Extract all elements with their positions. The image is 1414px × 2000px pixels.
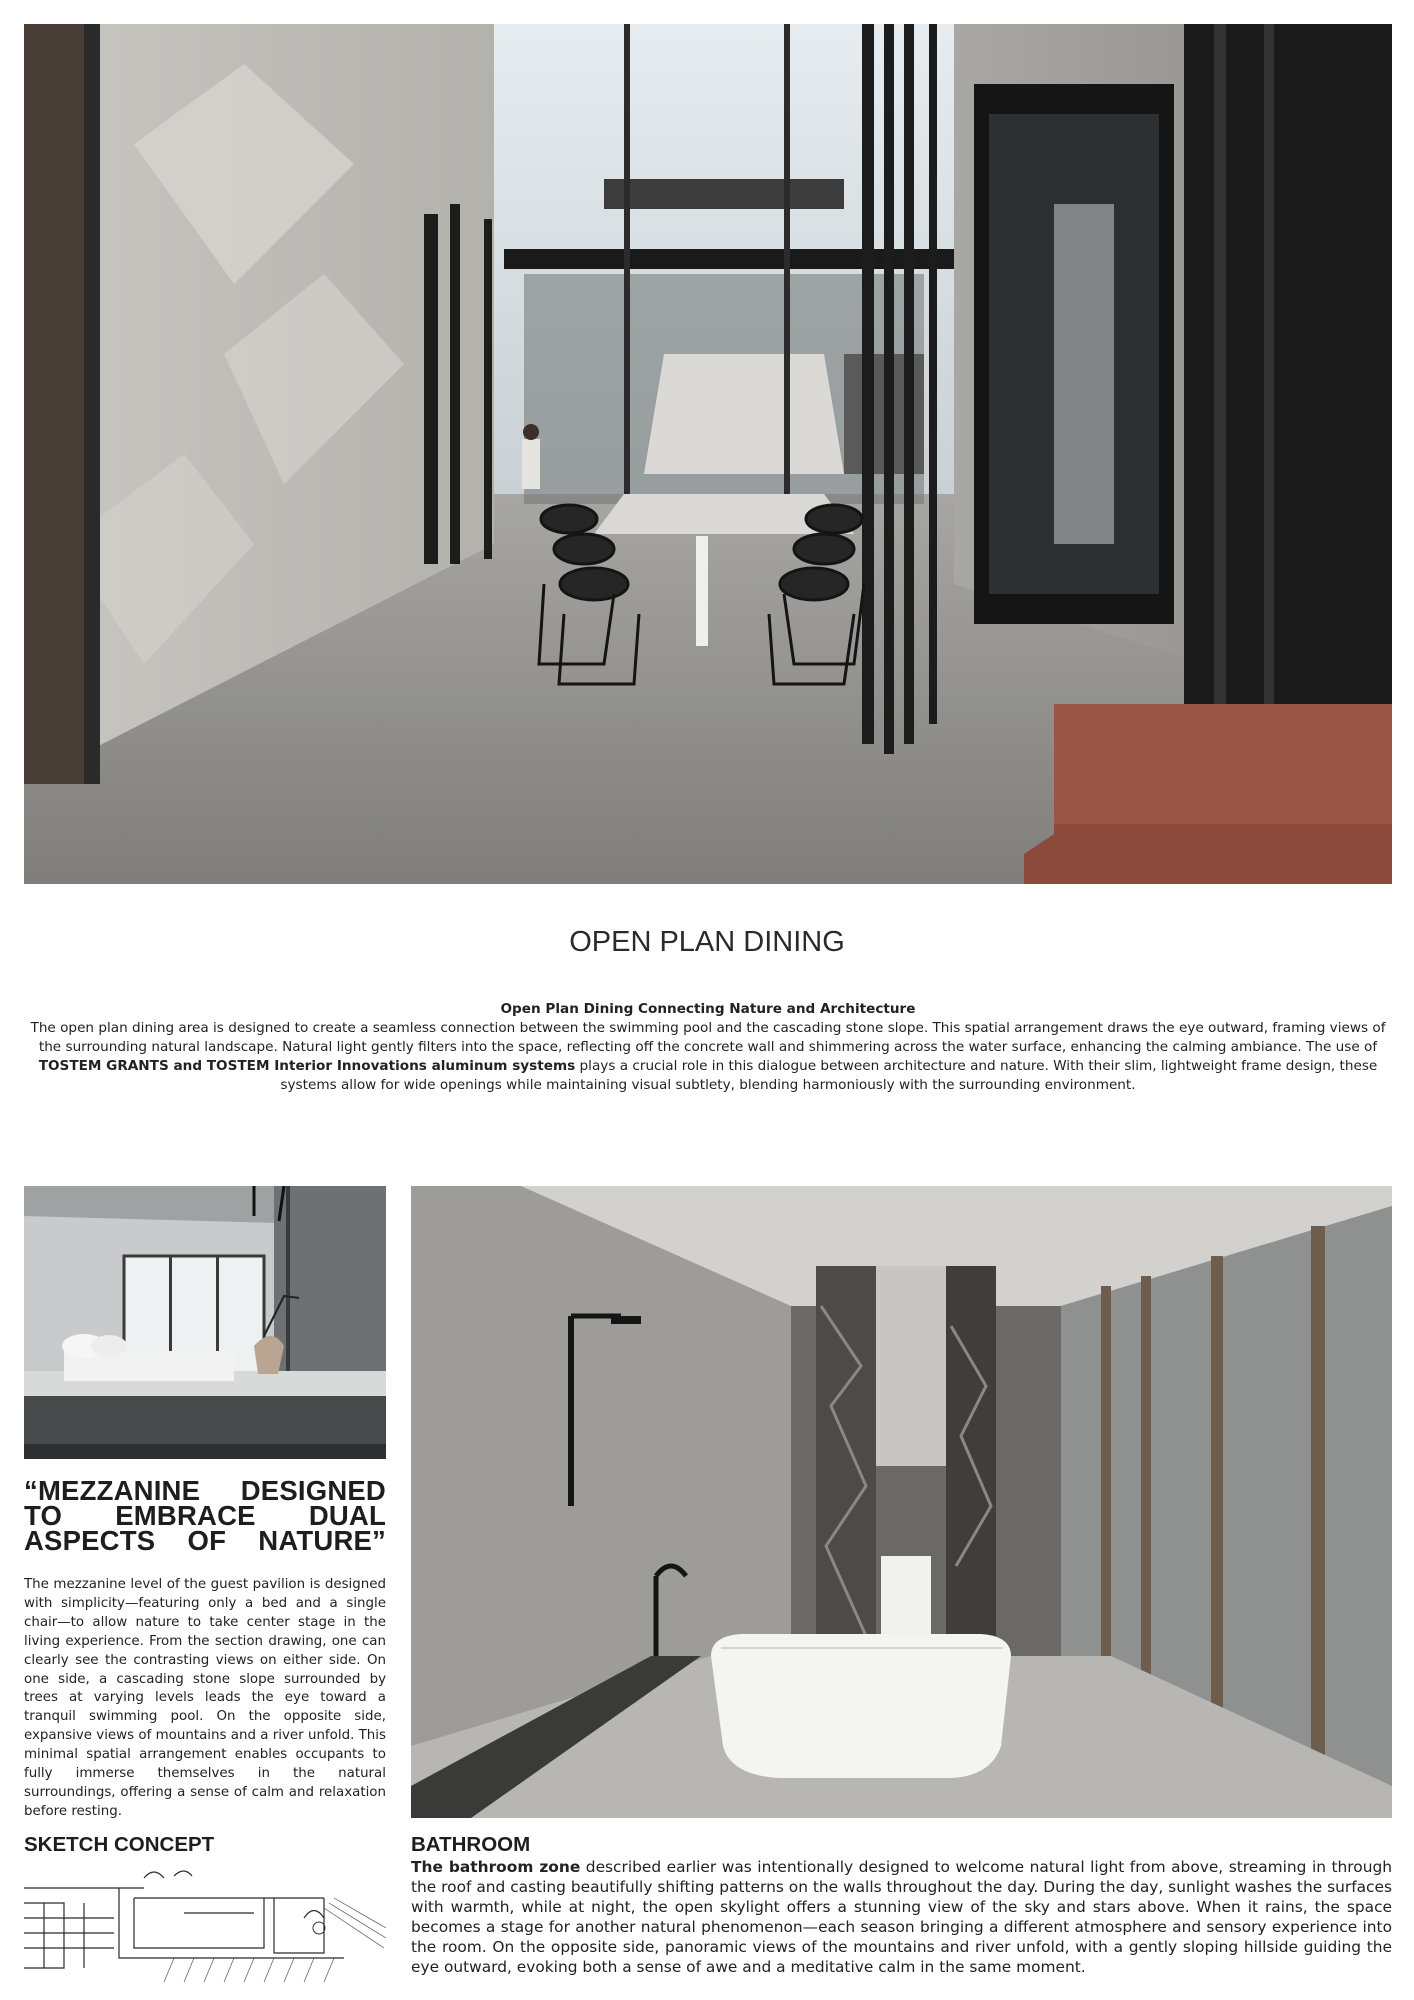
dining-description bbox=[24, 1000, 1392, 1095]
bathroom-title: BATHROOM bbox=[411, 1833, 531, 1856]
dining-render-illustration bbox=[24, 24, 1392, 884]
bathroom-body: described earlier was intentionally designed to welcome natural light from above, streaming in through the roof and casting beautifully shifting patterns on the walls throughout the day. During the day, sunlight washes the surfaces with warmth, while at night, the open skylight offers a stunning view of the sky and stars above. When it rains, the space becomes a stage for another natural phenomenon—each season bringing a different atmosphere and sensory experience into the room. On the opposite side, panoramic views of the mountains and river unfold, with a gently sloping hillside guiding the eye outward, evoking both a sense of awe and a meditative calm in the same moment. bbox=[411, 1858, 1392, 1976]
bathroom-description bbox=[411, 1857, 1392, 1977]
dining-text-part-2: plays a crucial role in this dialogue between architecture and nature. With their slim, lightweight frame design, these systems allow for wide openings while maintaining visual subtlety, blending harmoniously with the surrounding environment. bbox=[280, 1058, 1378, 1093]
mezzanine-bedroom-render bbox=[24, 1186, 386, 1459]
dining-subtitle: Open Plan Dining Connecting Nature and Architecture bbox=[500, 1001, 916, 1017]
bathroom-render bbox=[411, 1186, 1392, 1818]
dining-title: OPEN PLAN DINING bbox=[569, 926, 845, 958]
sketch-title: SKETCH CONCEPT bbox=[24, 1833, 215, 1856]
bedroom-illustration bbox=[24, 1186, 386, 1459]
dining-render bbox=[24, 24, 1392, 884]
dining-text-part-1: The open plan dining area is designed to create a seamless connection between the swimming pool and the cascading stone slope. This spatial arrangement draws the eye outward, framing views of the surrounding natural landscape. Natural light gently filters into the space, reflecting off the concrete wall and shimmering across the water surface, enhancing the calming ambiance. The use of bbox=[30, 1020, 1386, 1055]
dining-text-bold: TOSTEM GRANTS and TOSTEM Interior Innovations aluminum systems bbox=[38, 1058, 576, 1074]
sketch-concept-drawing bbox=[24, 1858, 386, 1982]
mezzanine-description: The mezzanine level of the guest pavilion is designed with simplicity—featuring only a bed and a single chair—to allow nature to take center stage in the living experience. From the section drawing, one can clearly see the contrasting views on either side. On one side, a cascading stone slope surrounded by trees at varying levels leads the eye toward a tranquil swimming pool. On the opposite side, expansive views of mountains and a river unfold. This minimal spatial arrangement enables occupants to fully immerse themselves in the natural surroundings, offering a sense of calm and relaxation before resting. bbox=[24, 1577, 386, 1819]
mezzanine-heading: “MEZZANINE DESIGNED TO EMBRACE DUAL ASPECTS OF NATURE” bbox=[24, 1475, 386, 1556]
bathroom-illustration bbox=[411, 1186, 1392, 1818]
section-sketch-illustration bbox=[24, 1858, 386, 1982]
bathroom-lead: The bathroom zone bbox=[411, 1858, 581, 1876]
